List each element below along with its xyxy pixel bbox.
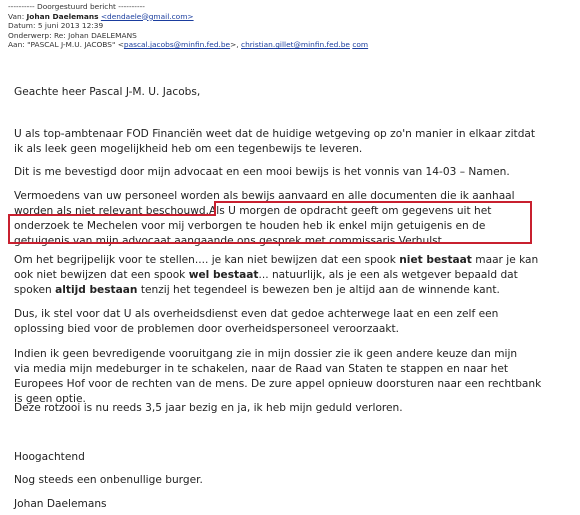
date-label: Datum: <box>8 21 36 31</box>
to-name: "PASCAL J-M.U. JACOBS" < <box>27 40 124 50</box>
paragraph-line: Dus, ik stel voor dat U als overheidsdienst even dat gedoe achterwege laat en een zelf een <box>14 308 499 320</box>
paragraph-text: ... natuurlijk, als je een als wetgever bepaald dat <box>258 269 518 281</box>
paragraph-line <box>14 283 569 298</box>
paragraph-line <box>14 253 569 268</box>
paragraph-line: Europees Hof voor de rechten van de mens. De zure appel opnieuw doorsturen naar een rechtbank <box>14 378 542 390</box>
paragraph-line: U als top-ambtenaar FOD Financiën weet dat de huidige wetgeving op zo'n manier in elkaar zitdat <box>14 128 536 140</box>
to-separator: >, <box>230 40 239 50</box>
to-email-tail-link[interactable]: com <box>352 40 369 50</box>
paragraph-legislation <box>14 127 569 157</box>
paragraph-line <box>14 268 569 283</box>
forward-header <box>8 2 368 50</box>
to-email-link-1[interactable]: pascal.jacobs@minfin.fed.be <box>123 40 231 50</box>
subject-row <box>8 31 368 41</box>
to-email-link-2[interactable]: christian.gillet@minfin.fed.be <box>241 40 350 50</box>
paragraph-line: onderzoek te Mechelen voor mij verborgen te houden heb ik enkel mijn getuigenis en de <box>14 220 486 232</box>
to-row <box>8 40 368 50</box>
greeting: Geachte heer Pascal J-M. U. Jacobs, <box>14 86 201 98</box>
highlight-box-bottom <box>8 214 532 244</box>
date-row <box>8 21 368 31</box>
paragraph-line: is geen optie. <box>14 393 86 405</box>
paragraph-lawyer: Dit is me bevestigd door mijn advocaat en een mooi bewijs is het vonnis van 14-03 – Namen. <box>14 166 510 178</box>
subject-value: Re: Johan DAELEMANS <box>53 30 137 40</box>
paragraph-citizen: Nog steeds een onbenullige burger. <box>14 474 203 486</box>
paragraph-ghost <box>14 253 569 298</box>
paragraph-text: worden als niet relevant beschouwd. <box>14 205 210 217</box>
date-value: 5 juni 2013 12:39 <box>37 21 104 31</box>
paragraph-text: spoken <box>14 284 56 296</box>
bold-text: niet bestaat <box>399 254 472 266</box>
paragraph-text: maar je kan <box>471 254 539 266</box>
paragraph-line: via media mijn medeburger in te schakelen, naar de Raad van Staten te stappen en naar het <box>14 363 509 375</box>
bold-text: altijd bestaan <box>55 284 138 296</box>
paragraph-line: Indien ik geen bevredigende vooruitgang zie in mijn dossier zie ik geen andere keuze dan mijn <box>14 348 518 360</box>
paragraph-duration: Deze rotzooi is nu reeds 3,5 jaar bezig en ja, ik heb mijn geduld verloren. <box>14 402 403 414</box>
from-email-link[interactable]: <dendaele@gmail.com> <box>100 11 194 21</box>
paragraph-line: Vermoedens van uw personeel worden als bewijs aanvaard en alle documenten die ik aanhaal <box>14 190 515 202</box>
closing-text: Hoogachtend <box>14 451 85 463</box>
paragraph-proposal <box>14 307 569 337</box>
bold-text: wel bestaat <box>188 269 259 281</box>
from-name: Johan Daelemans <box>26 11 99 21</box>
paragraph-line: getuigenis van mijn advocaat aangaande ons gesprek met commissaris Verhulst. <box>14 235 446 247</box>
from-row <box>8 12 368 22</box>
highlight-text: Als U morgen de opdracht geeft om gegevens uit het <box>209 205 492 217</box>
paragraph-line: oplossing bied voor de problemen door overheidspersoneel veroorzaakt. <box>14 323 400 335</box>
forwarded-separator: ---------- Doorgestuurd bericht ---------- <box>8 2 145 11</box>
signature: Johan Daelemans <box>14 498 107 510</box>
paragraph-text: ook niet bewijzen dat een spook <box>14 269 189 281</box>
from-label: Van: <box>8 11 25 21</box>
subject-label: Onderwerp: <box>8 30 52 40</box>
paragraph-text: tenzij het tegendeel is bewezen ben je altijd aan de winnende kant. <box>137 284 500 296</box>
paragraph-escalation <box>14 347 569 407</box>
paragraph-line: ik als leek geen mogelijkheid heb om een tegenbewijs te leveren. <box>14 143 363 155</box>
highlight-box-notch <box>8 214 214 216</box>
paragraph-text: Om het begrijpelijk voor te stellen.... je kan niet bewijzen dat een spook <box>14 254 400 266</box>
to-label: Aan: <box>8 40 25 50</box>
